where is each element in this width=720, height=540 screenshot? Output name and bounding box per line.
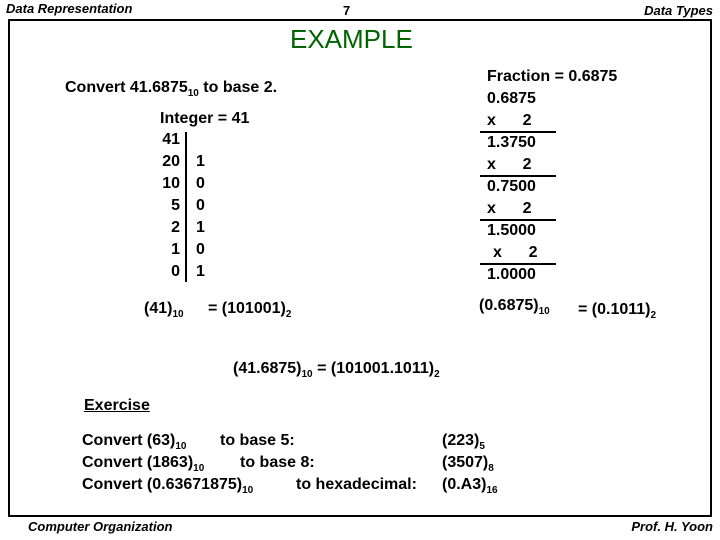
remainder: 1 [196, 219, 205, 236]
fraction-underline [480, 131, 556, 133]
quotient: 10 [162, 175, 180, 192]
exercise-question: Convert $(63)_{10}$ [82, 432, 187, 452]
exercise-question-rest: to hexadecimal: [296, 476, 417, 493]
quotient: 2 [171, 219, 180, 236]
slide-title: EXAMPLE [290, 24, 413, 54]
quotient: 0 [171, 263, 180, 280]
exercise-answer: $(3507)_8$ [442, 454, 494, 474]
fraction-heading: Fraction = 0.6875 [487, 68, 618, 85]
exercise-answer: $(223)_5$ [442, 432, 485, 452]
integer-heading: Integer = 41 [160, 110, 250, 127]
fraction-line: 0.7500 [487, 178, 536, 195]
remainder: 1 [196, 153, 205, 170]
fraction-line: 0.6875 [487, 90, 536, 107]
fraction-line: x 2 [493, 244, 538, 261]
quotient: 20 [162, 153, 180, 170]
exercise-question-rest: to base 8: [240, 454, 315, 471]
fraction-underline [480, 219, 556, 221]
exercise-question-rest: to base 5: [220, 432, 295, 449]
exercise-heading: Exercise [84, 397, 150, 414]
header-right: Data Types [644, 3, 713, 18]
header-left: Data Representation [6, 1, 133, 16]
exercise-question: Convert $(0.63671875)_{10}$ [82, 476, 254, 496]
quotient: 5 [171, 197, 180, 214]
combined-result: $(41.6875)_{10} = (101001.1011)_2$ [233, 360, 440, 380]
fraction-line: x 2 [487, 112, 532, 129]
quotient: 1 [171, 241, 180, 258]
fraction-underline [480, 263, 556, 265]
remainder: 1 [196, 263, 205, 280]
fraction-line: 1.0000 [487, 266, 536, 283]
remainder: 0 [196, 175, 205, 192]
integer-result-rhs: = $(101001)_2$ [208, 300, 292, 320]
fraction-line: x 2 [487, 156, 532, 173]
integer-divider [185, 132, 187, 282]
fraction-underline [480, 175, 556, 177]
header-rule-top [8, 19, 712, 21]
fraction-line: x 2 [487, 200, 532, 217]
page-number: 7 [343, 3, 351, 18]
exercise-question: Convert $(1863)_{10}$ [82, 454, 205, 474]
frame-right [710, 21, 712, 516]
problem-statement: Convert $41.6875_{10}$ to base 2. [65, 79, 278, 99]
footer-left: Computer Organization [28, 519, 173, 534]
fraction-line: 1.5000 [487, 222, 536, 239]
integer-result-lhs: $(41)_{10}$ [144, 300, 184, 320]
remainder: 0 [196, 241, 205, 258]
fraction-line: 1.3750 [487, 134, 536, 151]
footer-right: Prof. H. Yoon [631, 519, 713, 534]
fraction-result-rhs: = $(0.1011)_2$ [578, 301, 657, 321]
quotient: 41 [162, 131, 180, 148]
footer-rule [8, 515, 712, 517]
fraction-result-lhs: $(0.6875)_{10}$ [479, 297, 550, 317]
remainder: 0 [196, 197, 205, 214]
exercise-answer: $(0.A3)_{16}$ [442, 476, 498, 496]
frame-left [8, 21, 10, 516]
